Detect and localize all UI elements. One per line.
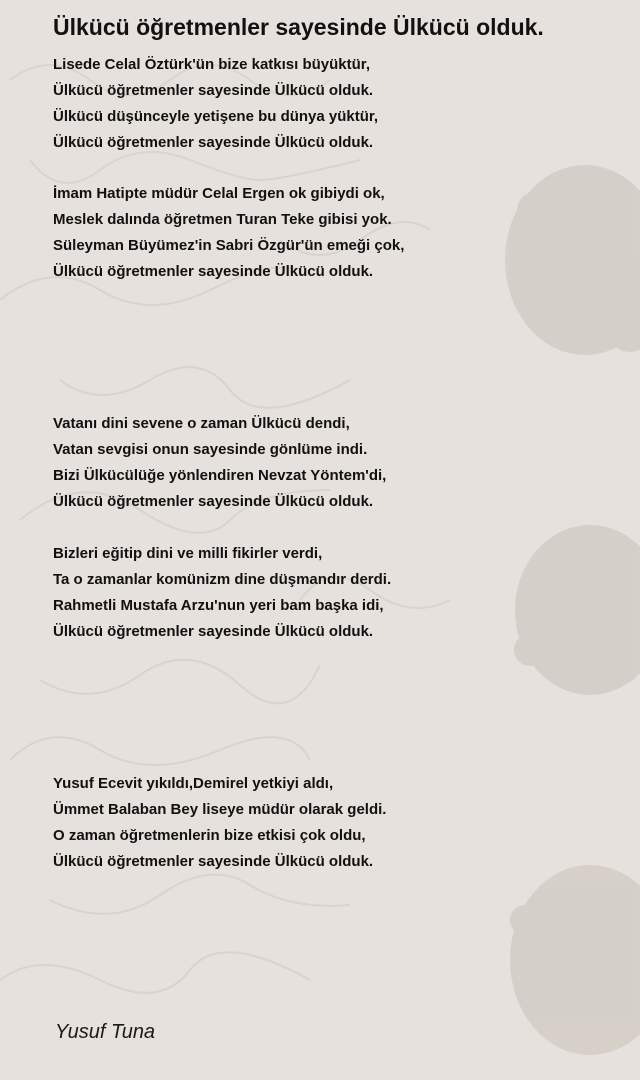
poem-line: Ülkücü öğretmenler sayesinde Ülkücü olduk.: [53, 623, 374, 640]
stanza-3: [53, 411, 613, 515]
poem-line: Ta o zamanlar komünizm dine düşmandır derdi.: [53, 571, 392, 588]
poem-line: Vatan sevgisi onun sayesinde gönlüme indi.: [53, 441, 368, 458]
poem-line: Bizi Ülkücülüğe yönlendiren Nevzat Yöntem'di,: [53, 467, 387, 484]
stanza-5: [53, 771, 613, 875]
poem-line: Ülkücü öğretmenler sayesinde Ülkücü olduk.: [53, 853, 374, 870]
poem-line: Ümmet Balaban Bey liseye müdür olarak geldi.: [53, 801, 387, 818]
stanza-4: [53, 541, 613, 645]
stanza-2: [53, 181, 613, 285]
poem-line: Ülkücü öğretmenler sayesinde Ülkücü olduk.: [53, 82, 374, 99]
poem-line: Vatanı dini sevene o zaman Ülkücü dendi,: [53, 415, 350, 432]
poem-line: Süleyman Büyümez'in Sabri Özgür'ün emeği çok,: [53, 237, 405, 254]
poem-line: Yusuf Ecevit yıkıldı,Demirel yetkiyi aldı,: [53, 775, 334, 792]
poem-line: Meslek dalında öğretmen Turan Teke gibisi yok.: [53, 211, 392, 228]
poem-line: Ülkücü öğretmenler sayesinde Ülkücü olduk.: [53, 134, 374, 151]
poem-line: Ülkücü düşünceyle yetişene bu dünya yüktür,: [53, 108, 379, 125]
poem-line: Bizleri eğitip dini ve milli fikirler verdi,: [53, 545, 323, 562]
poem-line: Lisede Celal Öztürk'ün bize katkısı büyüktür,: [53, 56, 370, 73]
poem-title: Ülkücü öğretmenler sayesinde Ülkücü olduk.: [53, 14, 544, 40]
poem-line: İmam Hatipte müdür Celal Ergen ok gibiydi ok,: [53, 185, 385, 202]
poem-line: O zaman öğretmenlerin bize etkisi çok oldu,: [53, 827, 366, 844]
poem-line: Rahmetli Mustafa Arzu'nun yeri bam başka idi,: [53, 597, 384, 614]
poem-line: Ülkücü öğretmenler sayesinde Ülkücü olduk.: [53, 263, 374, 280]
poem-line: Ülkücü öğretmenler sayesinde Ülkücü olduk.: [53, 493, 374, 510]
poem-author: Yusuf Tuna: [55, 1021, 156, 1043]
stanza-1: [53, 52, 613, 156]
